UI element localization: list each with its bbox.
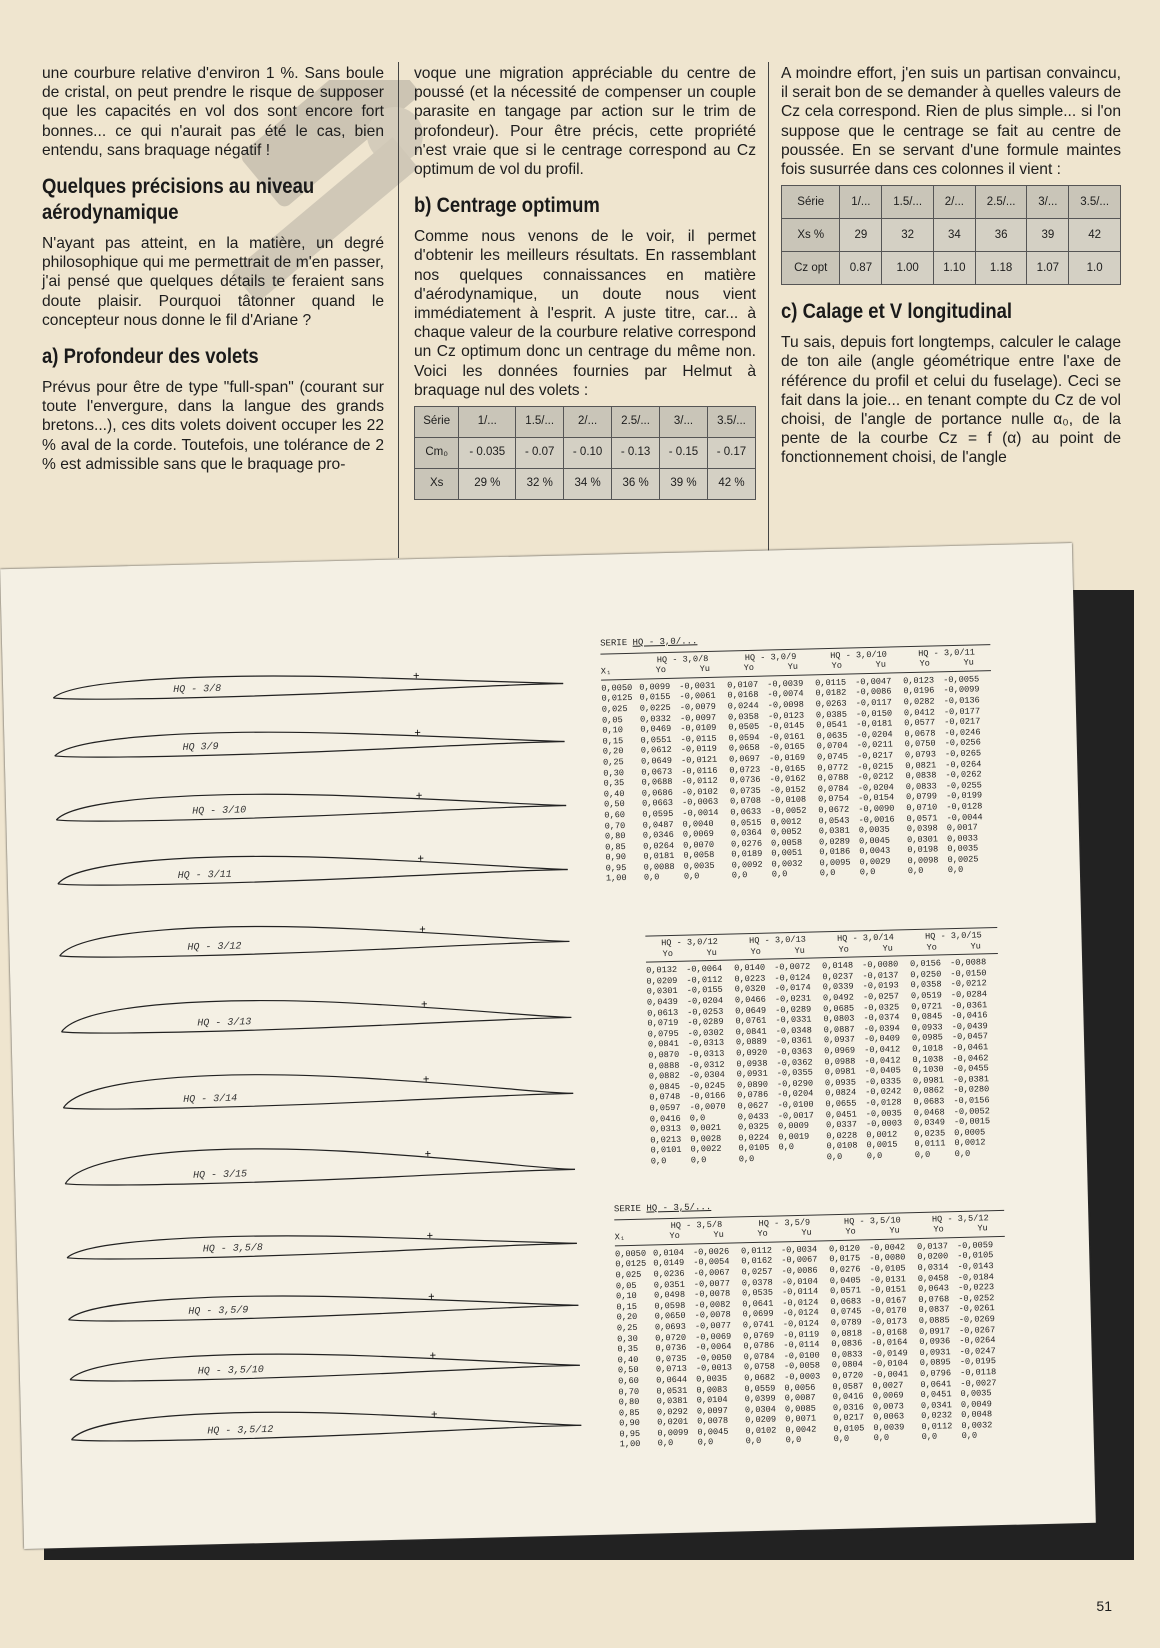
coord-table-hq30-a <box>600 629 996 885</box>
table-cell: 32 % <box>516 469 564 500</box>
coord-column: -0,0042 -0,0080 -0,0105 -0,0131 -0,0151 -0,0167 -0,0170 -0,0173 -0,0168 -0,0164 -0,0149 -0,0104 -0,0041 0,0027 0,0069 0,0073 0,0063 0,0039 0,0 <box>868 1242 909 1444</box>
table-cell: 3.5/... <box>707 407 755 438</box>
paragraph: une courbure relative d'environ 1 %. Sans boule de cristal, on peut prendre le risque de supposer que les capacités en vol dos sont encore fort bonnes... ce qui n'aurait pas été le cas, bien entendu, sans braquage négatif ! <box>42 65 384 159</box>
table-cell: - 0.10 <box>564 438 612 469</box>
table-cell: - 0.13 <box>612 438 660 469</box>
profile-header: HQ - 3,0/12 Yo Yu <box>661 936 718 959</box>
airfoil-label: HQ - 3/11 <box>177 869 232 882</box>
table-cell: 1/... <box>840 186 882 219</box>
column-rule <box>768 62 769 558</box>
coord-column: 0,0107 0,0168 0,0244 0,0358 0,0505 0,0594 0,0658 0,0697 0,0723 0,0736 0,0735 0,0708 0,0633 0,0515 0,0364 0,0276 0,0189 0,0092 0,0 <box>727 679 763 881</box>
section-heading: b) Centrage optimum <box>414 194 600 218</box>
series-title: SERIE HQ - 3,0/... <box>600 636 698 649</box>
table-row <box>415 407 756 438</box>
center-marker: + <box>415 790 423 804</box>
coord-column: -0,0088 -0,0150 -0,0212 -0,0284 -0,0361 -0,0416 -0,0439 -0,0457 -0,0461 -0,0462 -0,0455 -0,0381 -0,0280 -0,0156 -0,0052 -0,0015 0,0005 0,0012 0,0 <box>949 957 991 1159</box>
center-marker: + <box>430 1409 438 1422</box>
table-cell: 36 <box>975 219 1027 252</box>
table-cell: - 0.17 <box>707 438 755 469</box>
table-cell: 1.00 <box>882 252 934 285</box>
airfoil-outline <box>59 919 569 956</box>
airfoil-outline <box>71 1425 581 1443</box>
profile-header: HQ - 3,0/15 Yo Yu <box>924 930 982 953</box>
table-cell: 42 % <box>707 469 755 500</box>
airfoil-outline <box>67 1228 577 1258</box>
paragraph: N'ayant pas atteint, en la matière, un degré philosophique qui me permettrait de m'en passer, j'ai pensé que quelques détails te feraient sans doute plaisir. Pourquoi tâtonner quand le concepteur nous donne le fil d'Ariane ? <box>42 235 384 329</box>
coord-column: 0,0132 0,0209 0,0301 0,0439 0,0613 0,0719 0,0795 0,0841 0,0870 0,0888 0,0882 0,0845 0,0748 0,0597 0,0416 0,0313 0,0213 0,0101 0,0 <box>646 965 682 1167</box>
page-number: 51 <box>1096 1598 1112 1614</box>
airfoil-outline <box>56 786 566 819</box>
paragraph: Prévus pour être de type "full-span" (courant sur toute l'envergure, dans la langue des grands bretons...), ces dits volets doivent occuper les 22 % aval de la corde. Toutefois, une tolérance de 2 % est admissible sans que le braquage pro- <box>42 379 384 473</box>
airfoil-outline <box>57 849 567 884</box>
table-xs-czopt <box>781 185 1121 285</box>
table-cell: 36 % <box>612 469 660 500</box>
paragraph: Comme nous venons de le voir, il permet d'obtenir les meilleurs résultats. En rassemblant nos quelques connaissances en matière d'aérodynamique, un doute nous vient immédiatement à l'esprit. A juste titre, car... à chaque valeur de la courbure relative correspond un Cz optimum donc un centrage du même non. Voici les données fournies par Helmut à braquage nul des volets : <box>414 228 756 399</box>
table-cell: 1.5/... <box>882 186 934 219</box>
airfoil-label: HQ - 3/13 <box>197 1017 252 1030</box>
table-cell: Cm₀ <box>415 438 459 469</box>
table-cell: 1/... <box>459 407 516 438</box>
section-heading: a) Profondeur des volets <box>42 345 259 369</box>
coord-column: 0,0050 0,0125 0,025 0,05 0,10 0,15 0,20 0,25 0,30 0,35 0,40 0,50 0,60 0,70 0,80 0,85 0,90 0,95 1,00 <box>601 682 633 885</box>
airfoil-outline <box>68 1305 578 1323</box>
table-cell: Série <box>782 186 840 219</box>
airfoil-outline <box>64 1141 575 1184</box>
table-cell: 3.5/... <box>1069 186 1121 219</box>
profile-header: HQ - 3,5/10 Yo Yu <box>843 1215 901 1237</box>
coord-column: -0,0055 -0,0099 -0,0136 -0,0177 -0,0217 -0,0246 -0,0256 -0,0265 -0,0264 -0,0262 -0,0255 -0,0199 -0,0128 -0,0044 0,0017 0,0033 0,0035 0,0025 0,0 <box>943 674 983 876</box>
section-heading: c) Calage et V longitudinal <box>781 300 1013 324</box>
table-cell: 1.07 <box>1027 252 1069 285</box>
table-cell: 2.5/... <box>612 407 660 438</box>
profile-header: HQ - 3,5/12 Yo Yu <box>931 1212 989 1235</box>
center-marker: + <box>424 1149 432 1162</box>
column-2 <box>414 64 756 500</box>
table-cell: 1.10 <box>933 252 975 285</box>
table-cell: 3/... <box>660 407 708 438</box>
coord-column: -0,0064 -0,0112 -0,0155 -0,0204 -0,0253 -0,0289 -0,0302 -0,0313 -0,0313 -0,0312 -0,0304 -0,0245 -0,0166 -0,0070 0,0 0,0021 0,0028 0,0022 0,0 <box>686 963 726 1166</box>
airfoil-outline <box>53 684 563 702</box>
airfoil-outline <box>60 941 570 959</box>
profile-header: HQ - 3,5/8 Yo Yu <box>669 1219 724 1242</box>
center-marker: + <box>429 1350 437 1363</box>
profile-header: HQ - 3,0/9 Yo Yu <box>743 651 799 674</box>
table-cell: Cz opt <box>782 252 840 285</box>
airfoil-outline <box>68 1288 578 1320</box>
profile-header: HQ - 3,5/9 Yo Yu <box>757 1217 812 1240</box>
column-1 <box>42 64 384 480</box>
profile-header: HQ - 3,0/14 Yo Yu <box>836 932 894 955</box>
paragraph: voque une migration appréciable du centre de poussé (et la nécessité de compenser un couple parasite en tangage par action sur le trim de profondeur). Pour être précis, cette propriété n'est vraie que si le centrage correspond au Cz optimum de vol du profil. <box>414 65 756 179</box>
coord-column: -0,0072 -0,0124 -0,0174 -0,0231 -0,0289 -0,0331 -0,0348 -0,0361 -0,0363 -0,0362 -0,0355 -0,0290 -0,0204 -0,0100 -0,0017 0,0009 0,0019 0,0 <box>774 961 814 1153</box>
table-cm0-xs <box>414 406 756 500</box>
center-marker: + <box>414 728 422 741</box>
coord-column: 0,0112 0,0162 0,0257 0,0378 0,0535 0,0641 0,0699 0,0741 0,0769 0,0786 0,0784 0,0758 0,0682 0,0559 0,0399 0,0304 0,0209 0,0102 0,0 <box>740 1245 777 1447</box>
coord-column: 0,0099 0,0155 0,0225 0,0332 0,0469 0,0551 0,0612 0,0649 0,0673 0,0688 0,0686 0,0663 0,0595 0,0487 0,0346 0,0264 0,0181 0,0088 0,0 <box>639 681 675 884</box>
center-marker: + <box>412 671 420 684</box>
profile-header: HQ - 3,0/11 Yo Yu <box>918 647 975 669</box>
coord-column: 0,0104 0,0149 0,0236 0,0351 0,0498 0,0598 0,0650 0,0693 0,0720 0,0736 0,0735 0,0713 0,0644 0,0531 0,0381 0,0292 0,0201 0,0099 0,0 <box>652 1247 689 1449</box>
paragraph: A moindre effort, j'en suis un partisan convaincu, il serait bon de se demander à quelles valeurs de Cz cela correspond. Rien de plus simple... si l'on suppose que le centrage se fait au centre de poussée. En se servant d'une formule maintes fois susurrée dans ces colonnes il vient : <box>781 65 1121 179</box>
coord-column: -0,0047 -0,0086 -0,0117 -0,0150 -0,0181 -0,0204 -0,0211 -0,0217 -0,0215 -0,0212 -0,0204 -0,0154 -0,0090 -0,0016 0,0035 0,0045 0,0043 0,0029 0,0 <box>855 676 895 878</box>
table-cell: 34 <box>933 219 975 252</box>
paragraph: Tu sais, depuis fort longtemps, calculer le calage de ton aile (angle géométrique entre l'axe de référence du profil et celui du fuselage). Ceci se fait dans la joie... en tenant compte du Cz de vol choisi, de l'angle de portance nulle α₀, de la pente de la courbe Cz = f (α) au point de fonctionnement choisi, de l'angle <box>781 334 1121 467</box>
airfoil-figure <box>0 543 1096 1549</box>
airfoil-outline <box>56 805 566 823</box>
profile-header: HQ - 3,0/10 Yo Yu <box>830 649 888 672</box>
table-cell: 42 <box>1069 219 1121 252</box>
coord-column: -0,0034 -0,0067 -0,0086 -0,0104 -0,0114 -0,0124 -0,0124 -0,0124 -0,0119 -0,0114 -0,0100 -0,0058 -0,0003 0,0056 0,0087 0,0085 0,0071 0,0042 0,0 <box>780 1244 821 1446</box>
center-marker: + <box>419 924 426 937</box>
table-row <box>782 219 1121 252</box>
airfoil-outline <box>63 1067 574 1108</box>
table-cell: 0.87 <box>840 252 882 285</box>
airfoil-outline <box>65 1169 575 1187</box>
airfoil-label: HQ - 3,5/10 <box>197 1365 264 1378</box>
center-marker: + <box>422 1074 430 1087</box>
coord-column: 0,0137 0,0200 0,0314 0,0458 0,0643 0,0768 0,0837 0,0885 0,0917 0,0936 0,0931 0,0895 0,0796 0,0641 0,0451 0,0341 0,0232 0,0112 0,0 <box>916 1241 953 1443</box>
airfoil-label: HQ - 3/12 <box>187 941 242 954</box>
airfoil-outline <box>53 668 563 698</box>
coord-column: -0,0026 -0,0054 -0,0067 -0,0077 -0,0078 -0,0082 -0,0078 -0,0077 -0,0069 -0,0064 -0,0050 -0,0013 0,0035 0,0083 0,0104 0,0097 0,0078 0,0045 0,0 <box>692 1246 733 1448</box>
coord-column: 0,0156 0,0250 0,0358 0,0519 0,0721 0,0845 0,0933 0,0985 0,1018 0,1038 0,1030 0,0981 0,0862 0,0683 0,0468 0,0349 0,0235 0,0111 0,0 <box>909 958 946 1160</box>
table-cell: 3/... <box>1027 186 1069 219</box>
column-3 <box>781 64 1121 474</box>
coord-column: 0,0148 0,0237 0,0339 0,0492 0,0685 0,0803 0,0887 0,0937 0,0969 0,0988 0,0981 0,0935 0,0824 0,0655 0,0451 0,0337 0,0228 0,0108 0,0 <box>822 960 858 1163</box>
x-header: X₁ <box>600 665 612 677</box>
airfoil-label: HQ - 3/8 <box>173 683 222 697</box>
table-row <box>415 438 756 469</box>
center-marker: + <box>420 999 428 1012</box>
airfoil-outline <box>61 993 572 1032</box>
table-cell: 29 <box>840 219 882 252</box>
airfoil-label: HQ - 3,5/9 <box>188 1305 249 1318</box>
center-marker: + <box>427 1291 435 1305</box>
table-cell: - 0.15 <box>660 438 708 469</box>
airfoil-label: HQ - 3/15 <box>192 1169 248 1182</box>
table-cell: 2/... <box>564 407 612 438</box>
airfoil-outline <box>58 869 568 887</box>
center-marker: + <box>426 1230 434 1244</box>
airfoil-label: HQ - 3,5/12 <box>207 1424 274 1438</box>
coord-column: 0,0123 0,0196 0,0282 0,0412 0,0577 0,0678 0,0750 0,0793 0,0821 0,0838 0,0833 0,0799 0,0710 0,0571 0,0398 0,0301 0,0198 0,0098 0,0 <box>903 675 939 877</box>
x-header: X₁ <box>614 1231 626 1243</box>
coord-column: 0,0115 0,0182 0,0263 0,0385 0,0541 0,0635 0,0704 0,0745 0,0772 0,0788 0,0784 0,0754 0,0672 0,0543 0,0381 0,0289 0,0186 0,0095 0,0 <box>815 677 851 879</box>
coord-table-hq35 <box>614 1195 1010 1451</box>
section-heading: Quelques précisions au niveau aérodynamique <box>42 175 315 225</box>
coord-column: 0,0120 0,0175 0,0276 0,0405 0,0571 0,0683 0,0745 0,0789 0,0818 0,0836 0,0833 0,0804 0,0720 0,0587 0,0416 0,0316 0,0217 0,0105 0,0 <box>828 1243 865 1445</box>
coord-column: -0,0031 -0,0061 -0,0079 -0,0097 -0,0109 -0,0115 -0,0119 -0,0121 -0,0116 -0,0112 -0,0102 -0,0063 -0,0014 0,0040 0,0069 0,0070 0,0058 0,0035 0,0 <box>679 680 719 883</box>
table-cell: 2/... <box>933 186 975 219</box>
airfoil-svg <box>0 555 624 1549</box>
airfoil-outline <box>70 1365 580 1383</box>
airfoil-label: HQ - 3,5/8 <box>202 1243 264 1256</box>
coord-column: 0,0050 0,0125 0,025 0,05 0,10 0,15 0,20 0,25 0,30 0,35 0,40 0,50 0,60 0,70 0,80 0,85 0,90 0,95 1,00 <box>614 1248 647 1450</box>
airfoil-outline <box>61 1017 571 1035</box>
table-cell: 39 <box>1027 219 1069 252</box>
airfoil-label: HQ - 3/10 <box>192 805 247 818</box>
table-row <box>782 186 1121 219</box>
table-cell: - 0.035 <box>459 438 516 469</box>
coord-column: -0,0059 -0,0105 -0,0143 -0,0184 -0,0223 -0,0252 -0,0261 -0,0269 -0,0267 -0,0264 -0,0247 -0,0195 -0,0118 -0,0027 0,0035 0,0049 0,0048 0,0032 0,0 <box>956 1239 997 1442</box>
airfoil-outline <box>71 1404 581 1439</box>
airfoil-outline <box>69 1346 579 1379</box>
table-cell: Xs <box>415 469 459 500</box>
table-cell: Xs % <box>782 219 840 252</box>
coord-column: 0,0140 0,0223 0,0320 0,0466 0,0649 0,0761 0,0841 0,0889 0,0920 0,0938 0,0931 0,0890 0,0786 0,0627 0,0433 0,0325 0,0224 0,0105 0,0 <box>734 962 770 1165</box>
coord-column: -0,0080 -0,0137 -0,0193 -0,0257 -0,0325 -0,0374 -0,0394 -0,0409 -0,0412 -0,0412 -0,0405 -0,0335 -0,0242 -0,0128 -0,0035 -0,0003 0,0012 0,0015 0,0 <box>862 959 903 1162</box>
table-cell: Série <box>415 407 459 438</box>
table-cell: 34 % <box>564 469 612 500</box>
airfoil-outline <box>63 1093 573 1111</box>
series-title: SERIE HQ - 3,5/... <box>613 1202 712 1215</box>
table-cell: 1.5/... <box>516 407 564 438</box>
table-cell: 1.0 <box>1069 252 1121 285</box>
profile-header: HQ - 3,0/8 Yo Yu <box>655 653 711 676</box>
airfoil-outline <box>55 742 565 760</box>
table-cell: 2.5/... <box>975 186 1027 219</box>
airfoil-outline <box>67 1243 577 1261</box>
table-cell: 39 % <box>660 469 708 500</box>
airfoil-label: HQ 3/9 <box>182 741 219 754</box>
table-row <box>415 469 756 500</box>
coord-table-hq30-b <box>645 927 1003 1167</box>
column-rule <box>398 62 399 558</box>
airfoil-label: HQ - 3/14 <box>183 1093 238 1106</box>
table-cell: 32 <box>882 219 934 252</box>
table-cell: 29 % <box>459 469 516 500</box>
table-row <box>782 252 1121 285</box>
profile-header: HQ - 3,0/13 Yo Yu <box>748 934 806 957</box>
table-cell: 1.18 <box>975 252 1027 285</box>
center-marker: + <box>417 853 425 866</box>
airfoil-outline <box>54 724 564 756</box>
table-cell: - 0.07 <box>516 438 564 469</box>
coord-column: -0,0039 -0,0074 -0,0098 -0,0123 -0,0145 -0,0161 -0,0165 -0,0169 -0,0165 -0,0162 -0,0152 -0,0108 -0,0052 0,0012 0,0052 0,0058 0,0051 0,0032 0,0 <box>767 678 807 880</box>
